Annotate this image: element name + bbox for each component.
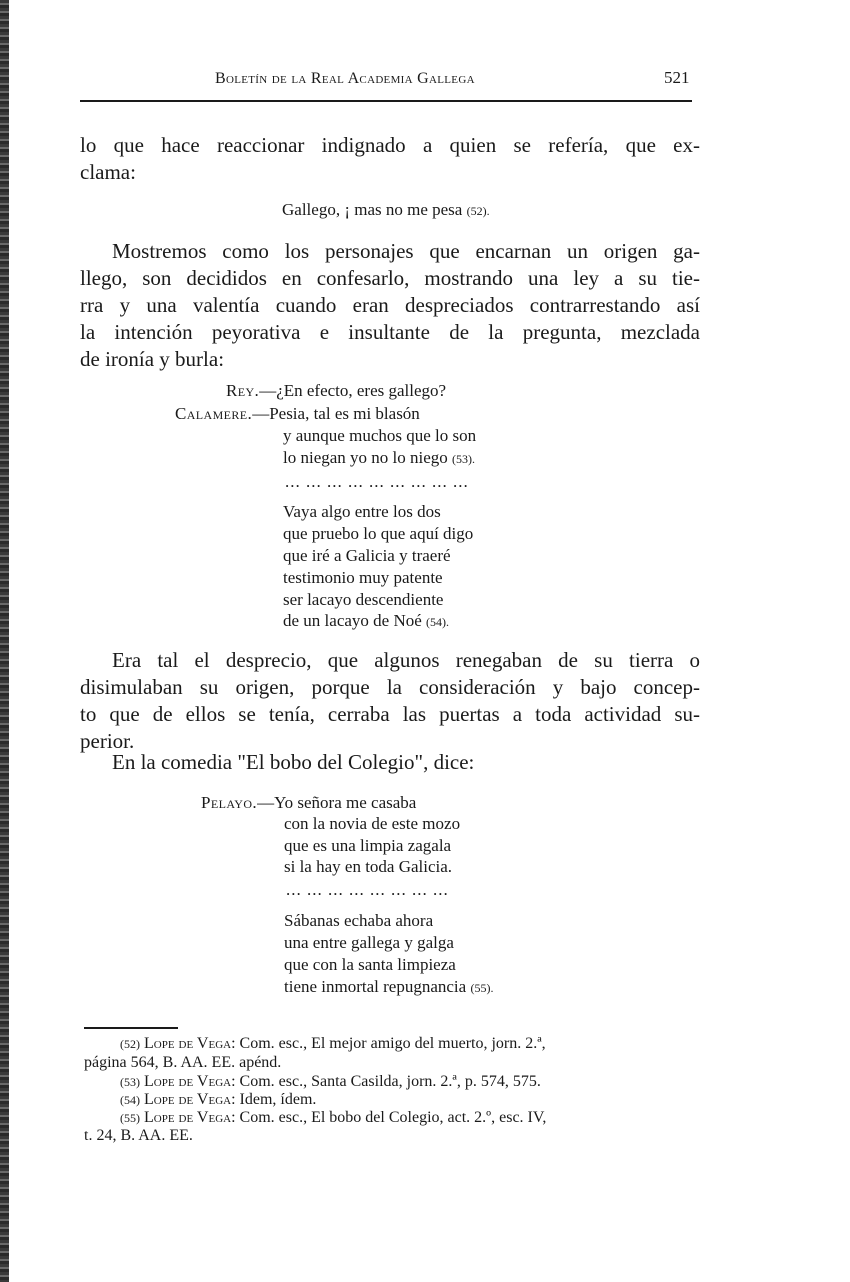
verse-line: con la novia de este mozo bbox=[284, 814, 461, 833]
footnote-number: (52) bbox=[120, 1037, 140, 1051]
verse-line bbox=[283, 448, 475, 468]
footnote-author: Lope de Vega bbox=[144, 1091, 232, 1108]
verse-line: y aunque muchos que lo son bbox=[283, 426, 477, 445]
verse-line: ser lacayo descendiente bbox=[283, 590, 444, 609]
verse-ellipsis: ... ... ... ... ... ... ... ... bbox=[286, 880, 449, 899]
speaker-name: Rey. bbox=[226, 381, 260, 400]
paragraph-line: En la comedia "El bobo del Colegio", dice: bbox=[112, 750, 475, 774]
footnote-ref: (52). bbox=[466, 204, 490, 218]
footnote-ref: (55). bbox=[470, 981, 494, 995]
paragraph-line: clama: bbox=[80, 160, 136, 184]
verse-line: Vaya algo entre los dos bbox=[283, 502, 441, 521]
footnote-author: Lope de Vega bbox=[144, 1035, 232, 1052]
footnote-52 bbox=[120, 1035, 546, 1053]
running-header: Boletín de la Real Academia Gallega bbox=[215, 70, 475, 87]
speaker-name: Calamere. bbox=[175, 404, 253, 423]
header-rule bbox=[80, 100, 692, 102]
verse-line: una entre gallega y galga bbox=[284, 933, 454, 952]
verse-text: —¿En efecto, eres gallego? bbox=[259, 381, 447, 400]
verse-text: lo niegan yo no lo niego bbox=[283, 448, 448, 467]
verse-text: tiene inmortal repugnancia bbox=[284, 977, 467, 996]
paragraph-line: llego, son decididos en confesarlo, mostrando una ley a su tie- bbox=[80, 266, 700, 290]
paragraph-2 bbox=[80, 238, 700, 373]
footnote-number: (53) bbox=[120, 1075, 140, 1089]
paragraph-line: to que de ellos se tenía, cerraba las puertas a toda actividad su- bbox=[80, 702, 700, 726]
footnote-author: Lope de Vega bbox=[144, 1073, 232, 1090]
verse-line bbox=[283, 611, 449, 631]
verse-line: que con la santa limpieza bbox=[284, 955, 456, 974]
footnote-54 bbox=[120, 1091, 316, 1109]
footnote-rule bbox=[84, 1027, 178, 1029]
verse-text: de un lacayo de Noé bbox=[283, 611, 422, 630]
paragraph-line: de ironía y burla: bbox=[80, 347, 225, 371]
footnote-text: : Com. esc., El mejor amigo del muerto, jorn. 2.ª, bbox=[231, 1035, 546, 1052]
quote-text: Gallego, ¡ mas no me pesa bbox=[282, 200, 463, 219]
paragraph-line: la intención peyorativa e insultante de la pregunta, mezclada bbox=[80, 320, 700, 344]
paragraph-line: disimulaban su origen, porque la consideración y bajo concep- bbox=[80, 675, 700, 699]
verse-line bbox=[226, 381, 446, 401]
speaker-name: Pelayo. bbox=[201, 793, 258, 812]
footnote-55-continued: t. 24, B. AA. EE. bbox=[84, 1127, 193, 1144]
footnote-text: : Idem, ídem. bbox=[231, 1091, 317, 1108]
footnote-52-continued: página 564, B. AA. EE. apénd. bbox=[84, 1054, 282, 1071]
paragraph-line: Mostremos como los personajes que encarnan un origen ga- bbox=[112, 239, 700, 263]
paragraph-line: rra y una valentía cuando eran despreciados contrarrestando así bbox=[80, 293, 700, 317]
page-number: 521 bbox=[664, 68, 690, 87]
footnote-text: : Com. esc., El bobo del Colegio, act. 2.º, esc. IV, bbox=[231, 1109, 547, 1126]
footnote-ref: (54). bbox=[426, 615, 450, 629]
verse-text: —Pesia, tal es mi blasón bbox=[252, 404, 420, 423]
page-binding-edge bbox=[0, 0, 9, 1282]
verse-line: que pruebo lo que aquí digo bbox=[283, 524, 474, 543]
paragraph-4 bbox=[80, 749, 700, 776]
verse-line: si la hay en toda Galicia. bbox=[284, 857, 453, 876]
verse-line bbox=[175, 404, 420, 424]
footnote-53 bbox=[120, 1073, 541, 1091]
footnote-55 bbox=[120, 1109, 546, 1127]
paragraph-line: perior. bbox=[80, 729, 135, 753]
footnote-ref: (53). bbox=[452, 452, 476, 466]
paragraph-3 bbox=[80, 647, 700, 755]
verse-line: que iré a Galicia y traeré bbox=[283, 546, 451, 565]
verse-line bbox=[284, 977, 493, 997]
footnote-text: : Com. esc., Santa Casilda, jorn. 2.ª, p. 574, 575. bbox=[231, 1073, 541, 1090]
verse-ellipsis: ... ... ... ... ... ... ... ... ... bbox=[285, 472, 469, 491]
verse-text: —Yo señora me casaba bbox=[257, 793, 417, 812]
verse-line bbox=[201, 793, 416, 813]
verse-line: testimonio muy patente bbox=[283, 568, 443, 587]
quotation bbox=[282, 199, 490, 223]
footnote-number: (55) bbox=[120, 1111, 140, 1125]
verse-line: Sábanas echaba ahora bbox=[284, 911, 434, 930]
paragraph-line: Era tal el desprecio, que algunos renegaban de su tierra o bbox=[112, 648, 700, 672]
footnote-author: Lope de Vega bbox=[144, 1109, 232, 1126]
paragraph-1 bbox=[80, 132, 700, 186]
footnote-number: (54) bbox=[120, 1093, 140, 1107]
verse-line: que es una limpia zagala bbox=[284, 836, 452, 855]
paragraph-line: lo que hace reaccionar indignado a quien se refería, que ex- bbox=[80, 133, 700, 157]
